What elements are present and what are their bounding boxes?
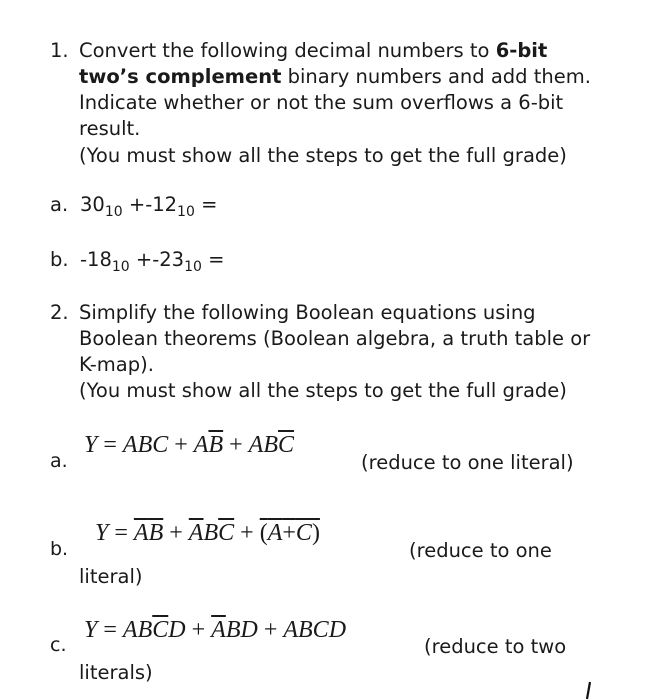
- q1b-n1: -18: [80, 248, 112, 271]
- eq-plus: +: [234, 520, 260, 546]
- q2b-note: (reduce to one: [409, 539, 552, 562]
- eq-term-abcbar-ab: AB: [248, 432, 278, 458]
- q1-line5: (You must show all the steps to get the full grade): [79, 144, 567, 167]
- eq-abar: $\overline{A}$: [133, 520, 149, 546]
- eq-lparen: (: [259, 520, 268, 546]
- q1-line4: result.: [79, 117, 141, 140]
- q1b-base1: 10: [111, 259, 130, 275]
- q1-line1: [79, 38, 547, 64]
- q1-bold-twos-complement: two’s complement: [79, 65, 282, 88]
- q2-number: 2.: [50, 301, 69, 324]
- eq-plus: +: [168, 432, 194, 458]
- eq-equals: =: [108, 520, 134, 546]
- q1a-expression: [80, 192, 217, 220]
- eq-rparen: ): [311, 520, 320, 546]
- eq-cbar: C: [295, 520, 312, 546]
- q2a-equation: [84, 432, 294, 459]
- eq-abar: $\overline{A}$: [188, 520, 204, 546]
- q1b-expression: [80, 247, 224, 275]
- eq-plus: +: [223, 432, 249, 458]
- eq-term-abbar-bbar: $\overline{B}$: [208, 432, 224, 458]
- eq-inner-plus: +: [282, 520, 296, 546]
- eq-d: D: [168, 617, 186, 643]
- eq-paren-group-bar: [260, 520, 320, 546]
- eq-term-abcbar-cbar: $\overline{C}$: [278, 432, 295, 458]
- q1b-equals: =: [201, 248, 225, 271]
- eq-y: Y: [84, 617, 98, 643]
- eq-plus: +: [163, 520, 189, 546]
- q2-line3: K-map).: [79, 353, 154, 376]
- q2-line4: (You must show all the steps to get the full grade): [79, 379, 567, 402]
- q2b-equation: [95, 520, 320, 547]
- eq-abcd: ABCD: [283, 617, 347, 643]
- q1b-label: b.: [50, 248, 69, 271]
- q1-bold-6bit: 6-bit: [495, 39, 548, 62]
- eq-cbar: $\overline{C}$: [218, 520, 235, 546]
- q2-line2: Boolean theorems (Boolean algebra, a truth table or: [79, 327, 591, 350]
- eq-y: Y: [95, 520, 109, 546]
- q2a-label: a.: [50, 450, 68, 472]
- q1-line3: Indicate whether or not the sum overflows a 6-bit: [79, 91, 564, 114]
- q1a-label: a.: [50, 193, 69, 216]
- q2b-note-cont: literal): [79, 565, 143, 588]
- eq-bd: BD: [225, 617, 258, 643]
- q1a-n1: 30: [80, 193, 105, 216]
- q1a-equals: =: [194, 193, 218, 216]
- eq-b: B: [203, 520, 219, 546]
- eq-y: Y: [84, 432, 98, 458]
- q2a-note: (reduce to one literal): [361, 451, 574, 474]
- q1a-base1: 10: [104, 204, 123, 220]
- eq-plus: +: [185, 617, 212, 643]
- eq-equals: =: [97, 432, 123, 458]
- q2c-equation: [84, 617, 346, 644]
- eq-term-abbar-a: A: [193, 432, 209, 458]
- eq-cbar: $\overline{C}$: [152, 617, 169, 643]
- eq-a: A: [267, 520, 283, 546]
- q1-line2-text: binary numbers and add them.: [281, 65, 591, 88]
- q1b-base2: 10: [184, 259, 202, 275]
- q1a-base2: 10: [177, 204, 195, 220]
- q1-number: 1.: [50, 39, 69, 62]
- eq-ab: AB: [122, 617, 153, 643]
- q2-line1: Simplify the following Boolean equations using: [79, 301, 536, 324]
- eq-equals: =: [97, 617, 123, 643]
- q2c-note-cont: literals): [79, 661, 153, 684]
- q2b-label: b.: [50, 538, 69, 560]
- q1a-n2: +-12: [122, 193, 178, 216]
- q1-line2: [79, 64, 591, 90]
- eq-abar: $\overline{A}$: [211, 617, 226, 643]
- eq-term-abc: ABC: [122, 432, 169, 458]
- q2c-note: (reduce to two: [424, 635, 567, 658]
- eq-plus: +: [257, 617, 284, 643]
- pen-mark: [582, 680, 594, 700]
- eq-bbar: $\overline{B}$: [148, 520, 164, 546]
- q2c-label: c.: [50, 634, 67, 656]
- q1-line1-text: Convert the following decimal numbers to: [79, 39, 496, 62]
- q1b-n2: +-23: [129, 248, 185, 271]
